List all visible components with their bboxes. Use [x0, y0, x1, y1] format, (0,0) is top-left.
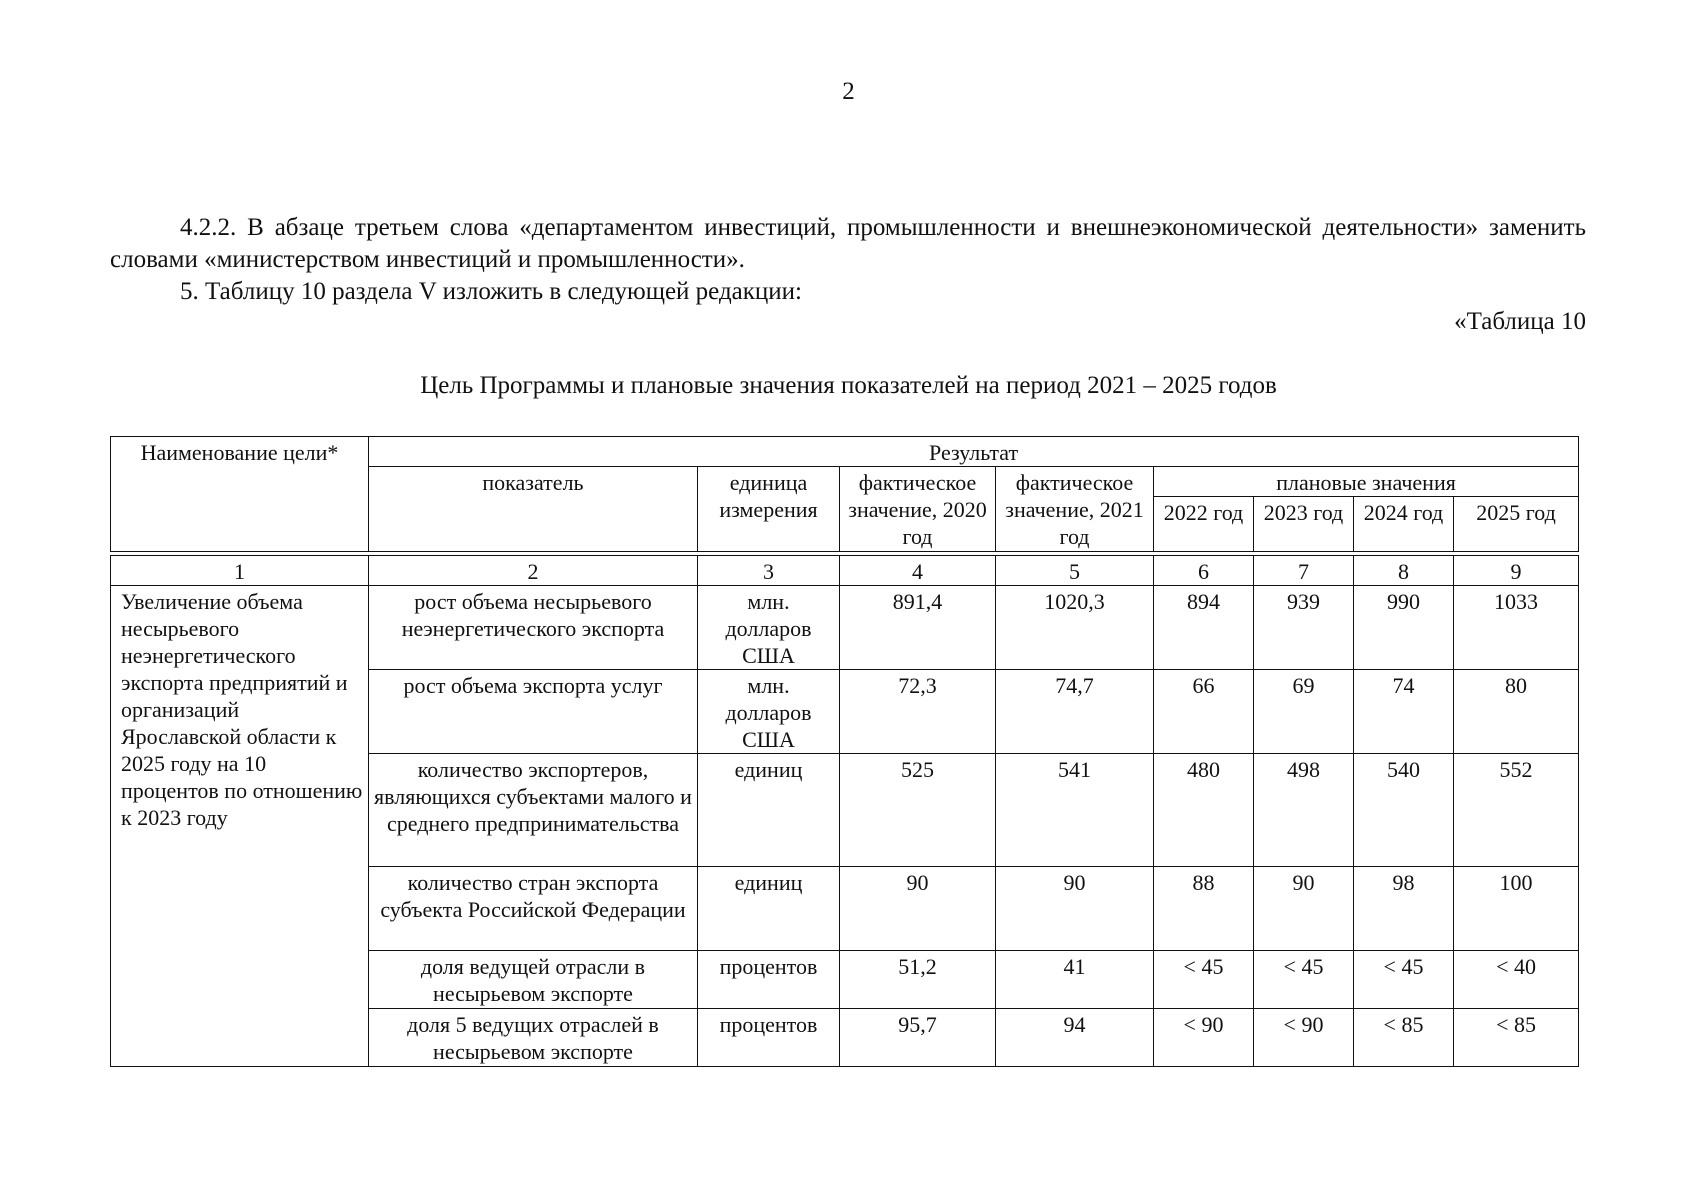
plan-2022-cell: < 45 [1154, 951, 1254, 1009]
fact-2021-cell: 90 [996, 867, 1154, 951]
plan-2022-cell: 66 [1154, 670, 1254, 754]
plan-2024-cell: < 85 [1354, 1009, 1454, 1067]
plan-2023-cell: 90 [1254, 867, 1354, 951]
header-goal: Наименование цели* [111, 437, 369, 552]
table-body [111, 586, 1579, 1067]
unit-cell: млн. долларов США [698, 670, 840, 754]
plan-2023-cell: < 45 [1254, 951, 1354, 1009]
header-result: Результат [369, 437, 1579, 467]
plan-2024-cell: 74 [1354, 670, 1454, 754]
plan-2023-cell: 69 [1254, 670, 1354, 754]
column-numbers-row [111, 556, 1579, 586]
fact-2021-cell: 41 [996, 951, 1154, 1009]
fact-2020-cell: 90 [840, 867, 996, 951]
plan-2025-cell: < 85 [1454, 1009, 1579, 1067]
plan-2024-cell: < 45 [1354, 951, 1454, 1009]
unit-cell: млн. долларов США [698, 586, 840, 670]
plan-2023-cell: 498 [1254, 754, 1354, 867]
unit-cell: единиц [698, 867, 840, 951]
plan-2022-cell: 894 [1154, 586, 1254, 670]
plan-2024-cell: 990 [1354, 586, 1454, 670]
column-number: 5 [996, 556, 1154, 586]
plan-2022-cell: 480 [1154, 754, 1254, 867]
table-title: Цель Программы и плановые значения показателей на период 2021 – 2025 годов [420, 372, 1277, 399]
plan-2022-cell: < 90 [1154, 1009, 1254, 1067]
goal-cell: Увеличение объема несырьевого неэнергетического экспорта предприятий и организаций Ярославской области к 2025 году на 10 процентов по отношению к 2023 году [111, 586, 369, 1067]
indicator-cell: рост объема экспорта услуг [369, 670, 698, 754]
unit-cell: единиц [698, 754, 840, 867]
plan-2023-cell: 939 [1254, 586, 1354, 670]
fact-2021-cell: 94 [996, 1009, 1154, 1067]
header-fact-2021: фактическое значение, 2021 год [996, 467, 1154, 552]
table-label: «Таблица 10 [1454, 308, 1586, 335]
header-2023: 2023 год [1254, 497, 1354, 552]
fact-2020-cell: 891,4 [840, 586, 996, 670]
unit-cell: процентов [698, 951, 840, 1009]
column-number: 7 [1254, 556, 1354, 586]
plan-2025-cell: 1033 [1454, 586, 1579, 670]
column-number: 9 [1454, 556, 1579, 586]
header-2024: 2024 год [1354, 497, 1454, 552]
plan-2025-cell: 100 [1454, 867, 1579, 951]
plan-2022-cell: 88 [1154, 867, 1254, 951]
indicator-cell: доля ведущей отрасли в несырьевом экспорте [369, 951, 698, 1009]
fact-2021-cell: 1020,3 [996, 586, 1154, 670]
column-number: 1 [111, 556, 369, 586]
header-unit: единица измерения [698, 467, 840, 552]
fact-2020-cell: 95,7 [840, 1009, 996, 1067]
header-2022: 2022 год [1154, 497, 1254, 552]
plan-2023-cell: < 90 [1254, 1009, 1354, 1067]
paragraph-4-2-2: 4.2.2. В абзаце третьем слова «департаментом инвестиций, промышленности и внешнеэкономической деятельности» заменить словами «министерством инвестиций и промышленности». [110, 214, 1586, 273]
plan-2024-cell: 98 [1354, 867, 1454, 951]
header-indicator: показатель [369, 467, 698, 552]
table-row [111, 586, 1579, 670]
header-fact-2020: фактическое значение, 2020 год [840, 467, 996, 552]
fact-2020-cell: 51,2 [840, 951, 996, 1009]
indicator-cell: количество стран экспорта субъекта Российской Федерации [369, 867, 698, 951]
column-number: 8 [1354, 556, 1454, 586]
column-number: 2 [369, 556, 698, 586]
unit-cell: процентов [698, 1009, 840, 1067]
fact-2021-cell: 74,7 [996, 670, 1154, 754]
column-number: 4 [840, 556, 996, 586]
paragraph-5: 5. Таблицу 10 раздела V изложить в следующей редакции: [180, 278, 802, 305]
goals-table [110, 436, 1579, 1067]
header-planned: плановые значения [1154, 467, 1579, 497]
plan-2025-cell: 80 [1454, 670, 1579, 754]
fact-2021-cell: 541 [996, 754, 1154, 867]
fact-2020-cell: 525 [840, 754, 996, 867]
indicator-cell: рост объема несырьевого неэнергетического экспорта [369, 586, 698, 670]
plan-2025-cell: < 40 [1454, 951, 1579, 1009]
indicator-cell: количество экспортеров, являющихся субъектами малого и среднего предпринимательства [369, 754, 698, 867]
plan-2024-cell: 540 [1354, 754, 1454, 867]
fact-2020-cell: 72,3 [840, 670, 996, 754]
page-number: 2 [842, 78, 855, 105]
column-number: 6 [1154, 556, 1254, 586]
indicator-cell: доля 5 ведущих отраслей в несырьевом экспорте [369, 1009, 698, 1067]
plan-2025-cell: 552 [1454, 754, 1579, 867]
table-header [111, 437, 1579, 586]
column-number: 3 [698, 556, 840, 586]
header-2025: 2025 год [1454, 497, 1579, 552]
